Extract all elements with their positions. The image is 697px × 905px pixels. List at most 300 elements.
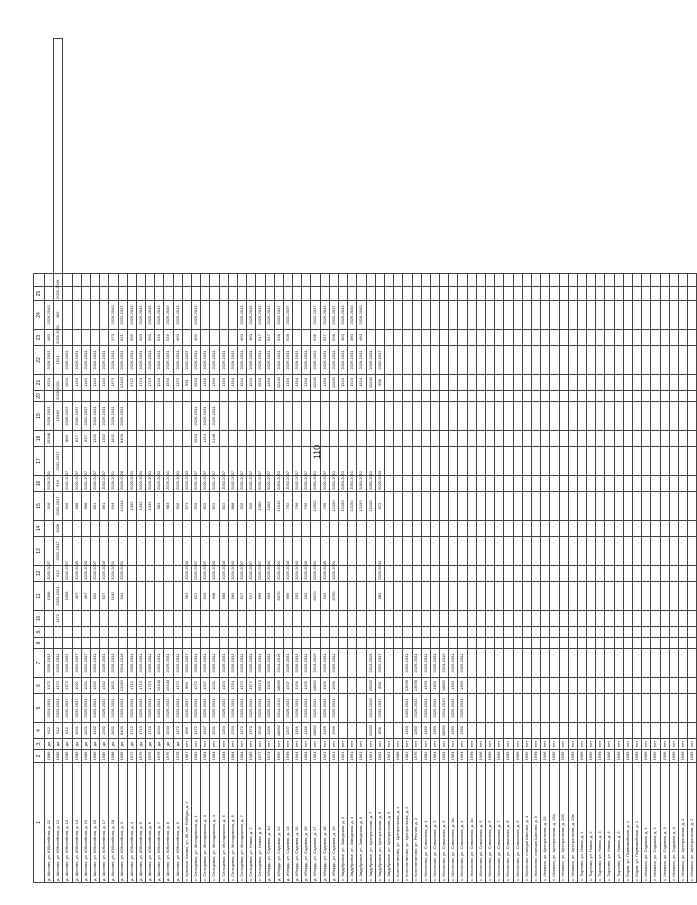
value-cell: [568, 649, 577, 678]
value-cell: [136, 287, 145, 301]
value-cell: 1966: [642, 750, 651, 763]
value-cell: 1143: [81, 375, 90, 391]
value-cell: [559, 492, 568, 521]
value-cell: 666: [256, 582, 265, 611]
address-cell: с. Тырново, ул. Новая, д. 1: [577, 763, 586, 883]
value-cell: [513, 582, 522, 611]
header-cell: 15: [34, 492, 45, 521]
address-cell: с. Мосолово, ул. Совхозная, д. 2: [430, 763, 439, 883]
value-cell: 916: [173, 492, 182, 521]
address-cell: с. Мосолово, станция Шилово, д. 4: [522, 763, 531, 883]
value-cell: [375, 431, 384, 447]
value-cell: да: [54, 739, 63, 750]
value-cell: [642, 521, 651, 537]
value-cell: 1966: [587, 750, 596, 763]
value-cell: 12150: [339, 492, 348, 521]
value-cell: [605, 375, 614, 391]
value-cell: [550, 402, 559, 431]
value-cell: [577, 611, 586, 627]
value-cell: 1332: [90, 678, 99, 694]
value-cell: [522, 476, 531, 492]
value-cell: [678, 694, 687, 723]
value-cell: [302, 330, 311, 346]
value-cell: [669, 447, 678, 476]
value-cell: [421, 402, 430, 431]
value-cell: 2032-2037: [329, 301, 338, 330]
value-cell: 861: [100, 492, 109, 521]
value-cell: [430, 537, 439, 566]
value-cell: [274, 402, 283, 431]
value-cell: 1964: [449, 750, 458, 763]
value-cell: [384, 678, 393, 694]
header-cell: 12: [34, 566, 45, 582]
value-cell: [449, 582, 458, 611]
value-cell: 1432: [127, 492, 136, 521]
value-cell: [357, 431, 366, 447]
value-cell: [550, 521, 559, 537]
value-cell: [375, 638, 384, 649]
value-cell: [550, 638, 559, 649]
value-cell: [394, 723, 403, 739]
value-cell: [173, 627, 182, 638]
value-cell: 1332: [90, 723, 99, 739]
value-cell: [550, 301, 559, 330]
value-cell: [394, 391, 403, 402]
value-cell: 2014-2016: [274, 694, 283, 723]
value-cell: [421, 638, 430, 649]
value-cell: [495, 694, 504, 723]
value-cell: 1068: [63, 582, 72, 611]
value-cell: [550, 274, 559, 287]
value-cell: 2026-2031: [237, 346, 246, 375]
value-cell: 1143: [90, 375, 99, 391]
value-cell: 15470: [256, 678, 265, 694]
header-cell: 20: [34, 391, 45, 402]
value-cell: [541, 301, 550, 330]
value-cell: [642, 492, 651, 521]
value-cell: да: [81, 739, 90, 750]
value-cell: 1363: [430, 678, 439, 694]
address-cell: с. Инякино, ул. Центральная, д. 13б: [559, 763, 568, 883]
value-cell: 2026-2043: [302, 566, 311, 582]
value-cell: [265, 402, 274, 431]
value-cell: [651, 402, 660, 431]
value-cell: [265, 274, 274, 287]
value-cell: [136, 402, 145, 431]
value-cell: [587, 582, 596, 611]
value-cell: [541, 537, 550, 566]
value-cell: [421, 521, 430, 537]
value-cell: [449, 287, 458, 301]
table-row: [605, 39, 614, 883]
address-cell: с. Сельцевка, ул. Молодежная, д. 1: [192, 763, 201, 883]
value-cell: [348, 402, 357, 431]
value-cell: [274, 521, 283, 537]
value-cell: 2032-2037: [81, 402, 90, 431]
value-cell: 2032-2037: [63, 476, 72, 492]
data-table: [33, 38, 697, 883]
value-cell: [559, 537, 568, 566]
value-cell: [302, 301, 311, 330]
value-cell: [357, 723, 366, 739]
value-cell: [384, 476, 393, 492]
table-row: [348, 39, 357, 883]
value-cell: [440, 492, 449, 521]
value-cell: [633, 627, 642, 638]
value-cell: 460: [348, 330, 357, 346]
value-cell: [476, 678, 485, 694]
value-cell: [173, 638, 182, 649]
header-cell: 16: [34, 476, 45, 492]
value-cell: [577, 521, 586, 537]
value-cell: [642, 476, 651, 492]
value-cell: [384, 391, 393, 402]
value-cell: 1966: [688, 750, 697, 763]
value-cell: 2026-2031: [109, 566, 118, 582]
table-row: [522, 39, 531, 883]
value-cell: [430, 375, 439, 391]
value-cell: [531, 627, 540, 638]
value-cell: [219, 301, 228, 330]
value-cell: [587, 330, 596, 346]
value-cell: 1254: [228, 678, 237, 694]
value-cell: нет: [182, 739, 191, 750]
table-row: [449, 39, 458, 883]
value-cell: [559, 678, 568, 694]
value-cell: [339, 678, 348, 694]
value-cell: [577, 391, 586, 402]
value-cell: [329, 521, 338, 537]
value-cell: [90, 611, 99, 627]
value-cell: [394, 287, 403, 301]
table-row: [412, 39, 421, 883]
value-cell: нет: [403, 739, 412, 750]
value-cell: нет: [605, 739, 614, 750]
value-cell: нет: [495, 739, 504, 750]
value-cell: [495, 330, 504, 346]
value-cell: [550, 431, 559, 447]
value-cell: 2026-2043: [146, 301, 155, 330]
value-cell: [559, 274, 568, 287]
value-cell: [394, 447, 403, 476]
value-cell: [642, 723, 651, 739]
value-cell: 1372: [63, 678, 72, 694]
value-cell: 612: [54, 566, 63, 582]
value-cell: [669, 694, 678, 723]
value-cell: 1524: [192, 375, 201, 391]
value-cell: 1156: [320, 723, 329, 739]
value-cell: 572: [375, 492, 384, 521]
value-cell: да: [45, 739, 54, 750]
value-cell: [274, 391, 283, 402]
value-cell: [421, 537, 430, 566]
value-cell: [45, 391, 54, 402]
value-cell: [274, 611, 283, 627]
value-cell: [568, 375, 577, 391]
value-cell: 1021: [81, 678, 90, 694]
value-cell: [660, 402, 669, 431]
value-cell: [247, 627, 256, 638]
value-cell: [201, 627, 210, 638]
value-cell: [642, 694, 651, 723]
value-cell: 1156: [265, 723, 274, 739]
value-cell: 2050-2051: [339, 476, 348, 492]
value-cell: [568, 492, 577, 521]
value-cell: [311, 431, 320, 447]
value-cell: [403, 492, 412, 521]
address-cell: д. Шилово, ул. Юбилейная, д. 14: [72, 763, 81, 883]
value-cell: [293, 627, 302, 638]
value-cell: [614, 476, 623, 492]
address-cell: с. Красные Холмы, ул. 40 лет Победы, д. 2: [182, 763, 191, 883]
value-cell: [440, 447, 449, 476]
value-cell: [513, 611, 522, 627]
value-cell: [265, 431, 274, 447]
value-cell: [403, 521, 412, 537]
value-cell: 593: [127, 330, 136, 346]
value-cell: [302, 521, 311, 537]
value-cell: 373: [109, 330, 118, 346]
value-cell: [596, 566, 605, 582]
value-cell: [201, 330, 210, 346]
value-cell: [394, 638, 403, 649]
value-cell: 2026-2031: [164, 476, 173, 492]
value-cell: 2026-2043: [219, 566, 228, 582]
value-cell: [623, 521, 632, 537]
value-cell: [596, 694, 605, 723]
value-cell: 10432: [366, 375, 375, 391]
table-row: [642, 39, 651, 883]
value-cell: 2014-2016: [440, 649, 449, 678]
value-cell: [458, 447, 467, 476]
value-cell: [522, 375, 531, 391]
value-cell: [458, 274, 467, 287]
value-cell: 2026-2031: [118, 566, 127, 582]
value-cell: [504, 521, 513, 537]
value-cell: нет: [357, 739, 366, 750]
value-cell: [541, 476, 550, 492]
value-cell: [522, 627, 531, 638]
value-cell: [430, 402, 439, 431]
value-cell: [394, 301, 403, 330]
value-cell: [495, 402, 504, 431]
value-cell: [467, 391, 476, 402]
value-cell: [228, 627, 237, 638]
value-cell: 1974: [265, 750, 274, 763]
value-cell: [495, 566, 504, 582]
table-row: [504, 39, 513, 883]
value-cell: [623, 330, 632, 346]
value-cell: [458, 301, 467, 330]
value-cell: [440, 375, 449, 391]
value-cell: 2014-2016: [440, 694, 449, 723]
value-cell: 1984: [228, 750, 237, 763]
value-cell: [467, 627, 476, 638]
value-cell: 2026-2031: [109, 649, 118, 678]
value-cell: 2026-2043: [210, 566, 219, 582]
table-row: [384, 39, 393, 883]
value-cell: 1524: [45, 375, 54, 391]
value-cell: [63, 611, 72, 627]
address-cell: с. Мосолово, станция Шилово, д. 5: [531, 763, 540, 883]
value-cell: [688, 582, 697, 611]
value-cell: [412, 447, 421, 476]
value-cell: [486, 346, 495, 375]
value-cell: 460: [339, 330, 348, 346]
value-cell: [678, 476, 687, 492]
table-row: [476, 39, 485, 883]
table-row: [90, 39, 99, 883]
value-cell: нет: [348, 739, 357, 750]
value-cell: [486, 391, 495, 402]
value-cell: [45, 521, 54, 537]
value-cell: [522, 521, 531, 537]
table-row: [440, 39, 449, 883]
value-cell: 2026-2031: [136, 694, 145, 723]
value-cell: 460: [237, 330, 246, 346]
value-cell: [192, 627, 201, 638]
value-cell: [486, 582, 495, 611]
value-cell: [550, 346, 559, 375]
value-cell: [339, 566, 348, 582]
value-cell: [568, 476, 577, 492]
address-cell: с. Инякино, ул. Садовая, д. 1: [642, 763, 651, 883]
value-cell: 1143: [100, 375, 109, 391]
value-cell: [614, 521, 623, 537]
value-cell: [311, 638, 320, 649]
value-cell: [660, 638, 669, 649]
value-cell: 617: [237, 582, 246, 611]
value-cell: нет: [678, 739, 687, 750]
value-cell: [458, 431, 467, 447]
value-cell: [458, 582, 467, 611]
value-cell: 1332: [100, 678, 109, 694]
value-cell: нет: [531, 739, 540, 750]
value-cell: [45, 611, 54, 627]
value-cell: [210, 627, 219, 638]
value-cell: [550, 627, 559, 638]
value-cell: [357, 627, 366, 638]
value-cell: 2026-2031: [274, 566, 283, 582]
value-cell: [440, 611, 449, 627]
value-cell: 1156: [293, 678, 302, 694]
value-cell: [678, 447, 687, 476]
value-cell: 983: [155, 492, 164, 521]
header-cell: 24: [34, 301, 45, 330]
value-cell: [283, 391, 292, 402]
value-cell: [614, 346, 623, 375]
value-cell: 2032-2037: [265, 476, 274, 492]
value-cell: [688, 611, 697, 627]
value-cell: 1966: [651, 750, 660, 763]
value-cell: нет: [467, 739, 476, 750]
address-cell: с. Инякино, ул. Центральная, д. 13: [541, 763, 550, 883]
value-cell: [72, 627, 81, 638]
value-cell: 1373: [109, 375, 118, 391]
value-cell: 2032-2037: [247, 476, 256, 492]
value-cell: [155, 391, 164, 402]
value-cell: нет: [228, 739, 237, 750]
value-cell: 2026-2031: [45, 402, 54, 431]
value-cell: [164, 391, 173, 402]
address-cell: с. Борки, ул. Первомайская, д. 2: [633, 763, 642, 883]
value-cell: [577, 723, 586, 739]
value-cell: 2026-2031: [210, 402, 219, 431]
value-cell: 1334: [219, 375, 228, 391]
value-cell: [283, 431, 292, 447]
value-cell: [587, 476, 596, 492]
value-cell: [587, 566, 596, 582]
value-cell: [623, 447, 632, 476]
value-cell: [522, 402, 531, 431]
value-cell: 1363: [449, 678, 458, 694]
value-cell: [559, 391, 568, 402]
value-cell: нет: [421, 739, 430, 750]
value-cell: [274, 638, 283, 649]
value-cell: [669, 476, 678, 492]
value-cell: 1314: [201, 431, 210, 447]
value-cell: [403, 431, 412, 447]
value-cell: [228, 391, 237, 402]
value-cell: 1316: [201, 375, 210, 391]
value-cell: 2026-2031: [201, 402, 210, 431]
value-cell: [449, 521, 458, 537]
value-cell: [541, 287, 550, 301]
value-cell: [136, 391, 145, 402]
value-cell: 2026-2043: [109, 301, 118, 330]
address-cell: с. Константиново, ул. Центральная, д. 2: [403, 763, 412, 883]
value-cell: [394, 678, 403, 694]
value-cell: [541, 431, 550, 447]
value-cell: 460: [192, 330, 201, 346]
value-cell: [118, 287, 127, 301]
value-cell: [476, 301, 485, 330]
value-cell: [577, 582, 586, 611]
value-cell: [412, 431, 421, 447]
value-cell: [596, 723, 605, 739]
value-cell: [596, 301, 605, 330]
value-cell: [192, 274, 201, 287]
value-cell: [458, 391, 467, 402]
value-cell: 2026-2031: [247, 346, 256, 375]
value-cell: [651, 476, 660, 492]
value-cell: [495, 287, 504, 301]
value-cell: [568, 566, 577, 582]
value-cell: 1712: [127, 678, 136, 694]
value-cell: [605, 274, 614, 287]
value-cell: [633, 391, 642, 402]
value-cell: [669, 492, 678, 521]
value-cell: 1713: [146, 375, 155, 391]
value-cell: [146, 537, 155, 566]
value-cell: [265, 627, 274, 638]
value-cell: [320, 627, 329, 638]
address-cell: д. Шилово, ул. Юбилейная, д. 18: [109, 763, 118, 883]
value-cell: [623, 287, 632, 301]
value-cell: [568, 431, 577, 447]
value-cell: [476, 346, 485, 375]
value-cell: [237, 431, 246, 447]
value-cell: [568, 627, 577, 638]
value-cell: [660, 287, 669, 301]
value-cell: [513, 391, 522, 402]
value-cell: [476, 492, 485, 521]
value-cell: [146, 431, 155, 447]
value-cell: [127, 391, 136, 402]
value-cell: 2026-2031: [127, 649, 136, 678]
header-cell: 5: [34, 694, 45, 723]
value-cell: [559, 431, 568, 447]
